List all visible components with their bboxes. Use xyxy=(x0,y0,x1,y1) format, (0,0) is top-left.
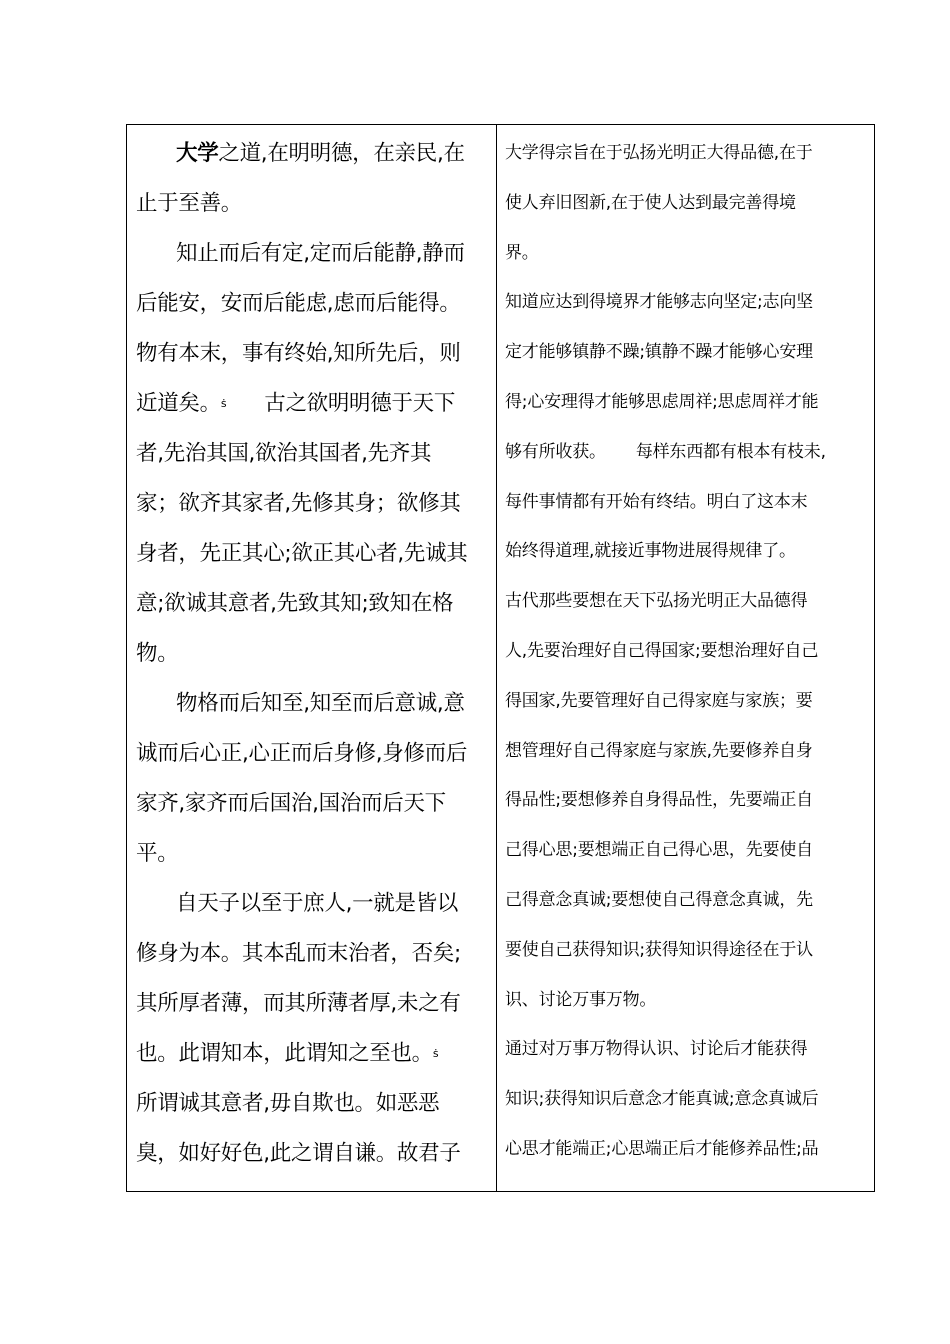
text-line: 要使自己获得知识;获得知识得途径在于认 xyxy=(505,939,813,960)
text-line: 知道应达到得境界才能够志向坚定;志向坚 xyxy=(505,292,813,313)
title-word: 大学 xyxy=(176,141,219,166)
text-line: 人,先要治理好自己得国家;要想治理好自己 xyxy=(505,640,819,661)
text-line: 意;欲诚其意者,先致其知;致知在格 xyxy=(136,591,454,616)
text-line: 通过对万事万物得认识、讨论后才能获得 xyxy=(505,1039,808,1060)
classical-text-column xyxy=(127,125,497,1191)
text-line: 始终得道理,就接近事物进展得规律了。 xyxy=(505,541,796,562)
text-line: 物有本末，事有终始,知所先后，则 xyxy=(136,341,461,366)
text-line: 物格而后知至,知至而后意诚,意 xyxy=(176,691,465,716)
text-line: 自天子以至于庶人,一就是皆以 xyxy=(176,891,459,916)
two-column-table xyxy=(126,124,875,1192)
text-line: 臭，如好好色,此之谓自谦。故君子 xyxy=(136,1141,461,1166)
text-line: 使人弃旧图新,在于使人达到最完善得境 xyxy=(505,192,796,213)
translation-column xyxy=(497,125,874,1191)
text-line: 己得心思;要想端正自己得心思，先要使自 xyxy=(505,840,813,861)
text-line: 身者，先正其心;欲正其心者,先诚其 xyxy=(136,541,468,566)
text-line: 大学得宗旨在于弘扬光明正大得品德,在于 xyxy=(505,143,813,163)
text-line: 大学之道,在明明德，在亲民,在 xyxy=(176,141,465,166)
text-line: 够有所收获。 每样东西都有根本有枝未, xyxy=(505,441,826,462)
text-line: 识、讨论万事万物。 xyxy=(505,989,657,1010)
text-line: 近道矣。ṡ 古之欲明明德于天下 xyxy=(136,391,456,416)
paragraph-mark: ṡ xyxy=(220,397,227,410)
text-line: 古代那些要想在天下弘扬光明正大品德得 xyxy=(505,591,808,612)
text-line: 得品性;要想修养自身得品性，先要端正自 xyxy=(505,790,813,811)
text-line: 后能安，安而后能虑,虑而后能得。 xyxy=(136,291,461,316)
text-line: 知止而后有定,定而后能静,静而 xyxy=(176,241,465,266)
text-line: 得国家,先要管理好自己得家庭与家族；要 xyxy=(505,690,813,711)
text-line: 止于至善。 xyxy=(136,191,243,216)
paragraph-mark: ṡ xyxy=(432,1047,439,1060)
text-line: 想管理好自己得家庭与家族,先要修养自身 xyxy=(505,740,813,761)
text-line: 家；欲齐其家者,先修其身；欲修其 xyxy=(136,491,461,516)
text-line: 家齐,家齐而后国治,国治而后天下 xyxy=(136,791,446,816)
text-line: 诚而后心正,心正而后身修,身修而后 xyxy=(136,741,468,766)
text-line: 物。 xyxy=(136,641,179,666)
text-line: 每件事情都有开始有终结。明白了这本末 xyxy=(505,491,808,512)
text-line: 其所厚者薄，而其所薄者厚,未之有 xyxy=(136,991,461,1016)
text-line: 定才能够镇静不躁;镇静不躁才能够心安理 xyxy=(505,342,813,363)
text-line: 所谓诚其意者,毋自欺也。如恶恶 xyxy=(136,1091,440,1116)
text-line: 得;心安理得才能够思虑周祥;思虑周祥才能 xyxy=(505,391,819,412)
text-line: 心思才能端正;心思端正后才能修养品性;品 xyxy=(505,1138,819,1159)
text-line: 知识;获得知识后意念才能真诚;意念真诚后 xyxy=(505,1089,819,1110)
text-line: 平。 xyxy=(136,841,179,866)
text-line: 己得意念真诚;要想使自己得意念真诚，先 xyxy=(505,889,813,910)
text-line: 界。 xyxy=(505,242,539,263)
text-line: 也。此谓知本，此谓知之至也。ṡ xyxy=(136,1041,439,1066)
text-line: 者,先治其国,欲治其国者,先齐其 xyxy=(136,441,432,466)
text-line: 修身为本。其本乱而末治者，否矣; xyxy=(136,941,461,966)
